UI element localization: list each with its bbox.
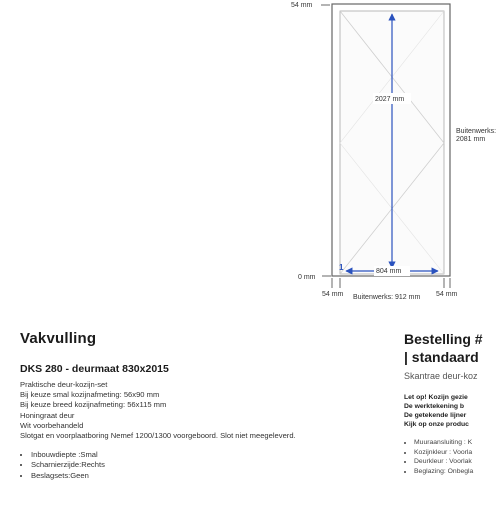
order-title-line1: Bestelling # (404, 331, 483, 347)
description-line: Honingraat deur (20, 410, 75, 420)
zero-label: 0 mm (298, 274, 316, 281)
order-subtitle: Skantrae deur-koz (404, 371, 478, 381)
top-offset-label: 54 mm (291, 2, 313, 9)
outer-height-label: Buitenwerks: (456, 128, 497, 135)
order-title-line2: | standaard (404, 349, 479, 365)
note-line: De getekende lijner (404, 412, 467, 419)
outer-width-label: Buitenwerks: 912 mm (353, 294, 421, 301)
spec-item: • Scharnierzijde:Rechts (31, 460, 390, 470)
product-title: DKS 280 - deurmaat 830x2015 (20, 363, 169, 375)
description-line: Bij keuze smal kozijnafmeting: 56x90 mm (20, 390, 160, 400)
inner-width-label: 804 mm (376, 268, 402, 275)
order-options-list (404, 438, 498, 476)
order-warning-note (404, 393, 498, 429)
outer-height-value: 2081 mm (456, 136, 486, 143)
inner-height-label: 2027 mm (375, 96, 405, 103)
order-option-item: • Beglazing: Onbegla (414, 467, 498, 477)
product-info (20, 330, 390, 481)
order-panel (404, 330, 498, 476)
note-line: Kijk op onze produc (404, 421, 469, 428)
spec-item: • Beslagsets:Geen (31, 471, 390, 481)
right-offset-label: 54 mm (436, 291, 458, 298)
corner-marker: 1 (339, 263, 344, 272)
description-line: Praktische deur-kozijn-set (20, 380, 108, 389)
order-option-item: • Kozijnkleur : Voorla (414, 448, 498, 458)
spec-list (20, 450, 390, 481)
description-line: Wit voorbehandeld (20, 420, 84, 430)
spec-item: • Inbouwdiepte :Smal (31, 450, 390, 460)
note-line: De werktekening b (404, 403, 465, 410)
note-line: Let op! Kozijn gezie (404, 394, 468, 401)
description-line: Slotgat en voorplaatboring Nemef 1200/1300 voorgeboord. Slot niet meegeleverd. (20, 431, 296, 441)
left-offset-label: 54 mm (322, 291, 344, 298)
description-line: Bij keuze breed kozijnafmeting: 56x115 mm (20, 400, 167, 410)
section-heading: Vakvulling (20, 330, 97, 347)
product-description (20, 380, 390, 441)
order-option-item: • Muuraansluiting : K (414, 438, 498, 448)
order-option-item: • Deurkleur : Voorlak (414, 457, 498, 467)
